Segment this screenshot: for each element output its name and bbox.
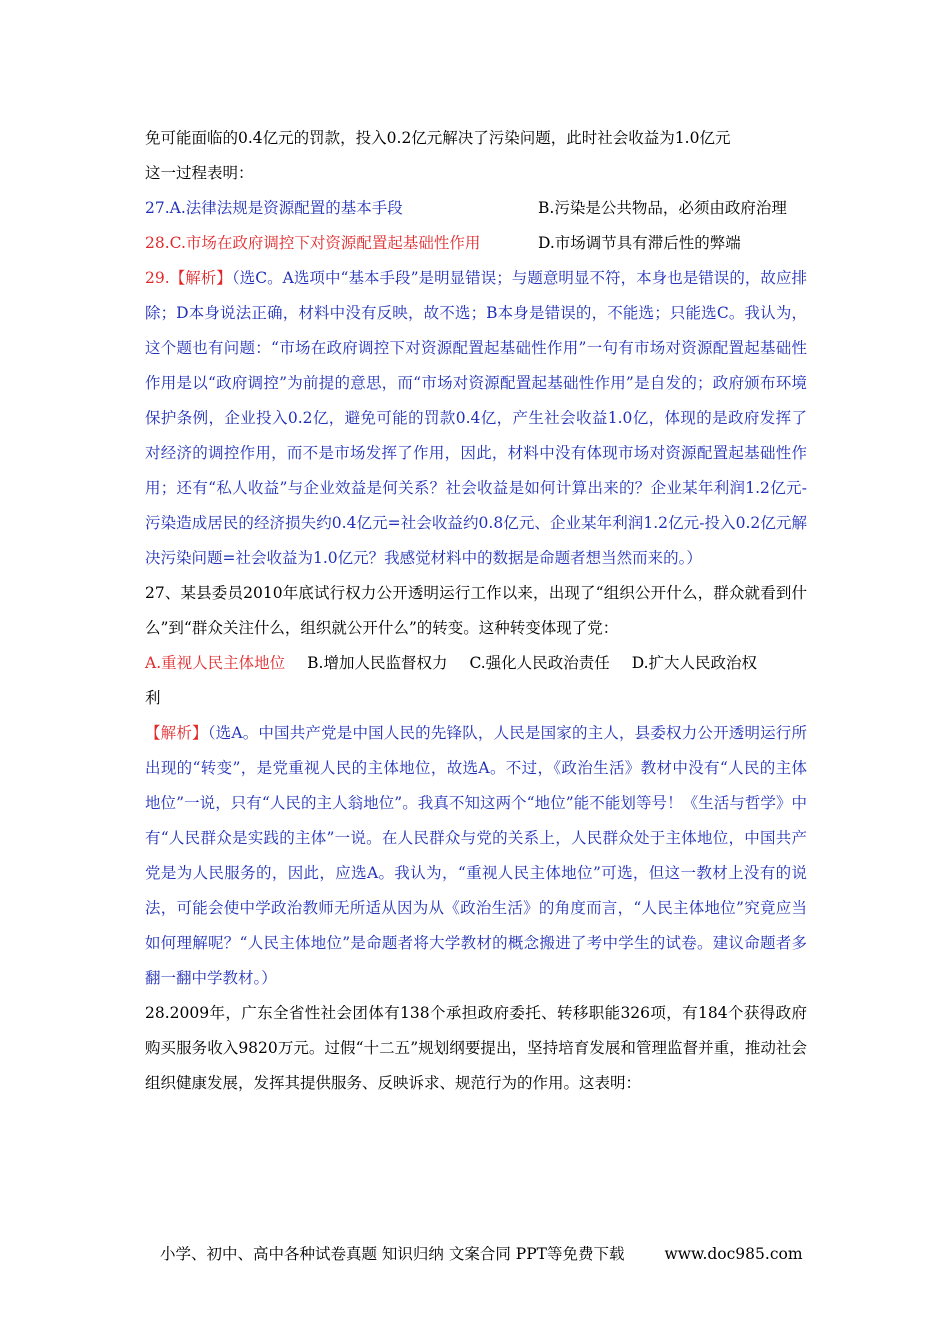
q27-analysis-label: 29.【解析】 [145,269,232,287]
q28-option-b: B.增加人民监督权力 [307,654,448,672]
page-footer [160,1242,803,1264]
q28-option-d: D.扩大人民政治权 [631,654,758,672]
document-body [145,121,807,1101]
q27-option-b: B.污染是公共物品，必须由政府治理 [538,199,787,217]
q28-analysis [145,716,807,996]
q28-option-a-answer: A.重视人民主体地位 [145,654,286,672]
q28-option-c: C.强化人民政治责任 [469,654,610,672]
intro-line-2: 这一过程表明： [145,164,254,182]
q28-option-d-tail: 利 [145,689,161,707]
q29-stem: 28.2009年，广东全省性社会团体有138个承担政府委托、转移职能326项，有184个获得政府购买服务收入9820万元。过假“十二五”规划纲要提出，坚持培育发展和管理监督并重，推动社会组织健康发展，发挥其提供服务、反映诉求、规范行为的作用。这表明： [145,1004,807,1092]
q28-stem: 27、某县委员2010年底试行权力公开透明运行工作以来，出现了“组织公开什么，群众就看到什么”到“群众关注什么，组织就公开什么”的转变。这种转变体现了党： [145,584,807,637]
q27-analysis [145,261,807,576]
q28-analysis-label: 【解析】 [145,724,208,742]
q28-options [145,646,807,681]
q27-analysis-text: （选C。A选项中“基本手段”是明显错误；与题意明显不符，本身也是错误的，故应排除；D本身说法正确，材料中没有反映，故不选；B本身是错误的，不能选；只能选C。我认为，这个题也有问题：“市场在政府调控下对资源配置起基础性作用”一句有市场对资源配置起基础性作用是以“政府调控”为前提的意思，而“市场对资源配置起基础性作用”是自发的；政府颁布环境保护条例，企业投入0.2亿，避免可能的罚款0.4亿，产生社会收益1.0亿，体现的是政府发挥了对经济的调控作用，而不是市场发挥了作用，因此，材料中没有体现市场对资源配置起基础性作用；还有“私人收益”与企业效益是何关系？社会收益是如何计算出来的？企业某年利润1.2亿元-污染造成居民的经济损失约0.4亿元=社会收益约0.8亿元、企业某年利润1.2亿元-投入0.2亿元解决污染问题=社会收益为1.0亿元？我感觉材料中的数据是命题者想当然而来的。） [145,269,808,567]
q27-options-row-1 [145,191,807,226]
q27-option-a: 27.A.法律法规是资源配置的基本手段 [145,199,403,217]
intro-line-1: 免可能面临的0.4亿元的罚款，投入0.2亿元解决了污染问题，此时社会收益为1.0亿元 [145,129,731,147]
footer-site-link[interactable]: www.doc985.com [664,1245,803,1263]
q27-option-d: D.市场调节具有滞后性的弊端 [538,234,741,252]
footer-text: 小学、初中、高中各种试卷真题 知识归纳 文案合同 PPT等免费下载 [160,1245,625,1263]
q27-options-row-2 [145,226,807,261]
q27-option-c-answer: 28.C.市场在政府调控下对资源配置起基础性作用 [145,234,481,252]
q28-analysis-text: （选A。中国共产党是中国人民的先锋队，人民是国家的主人，县委权力公开透明运行所出现的“转变”，是党重视人民的主体地位，故选A。不过，《政治生活》教材中没有“人民的主体地位”一说，只有“人民的主人翁地位”。我真不知这两个“地位”能不能划等号！《生活与哲学》中有“人民群众是实践的主体”一说。在人民群众与党的关系上，人民群众处于主体地位，中国共产党是为人民服务的，因此，应选A。我认为，“重视人民主体地位”可选，但这一教材上没有的说法，可能会使中学政治教师无所适从因为从《政治生活》的角度而言，“人民主体地位”究竟应当如何理解呢？“人民主体地位”是命题者将大学教材的概念搬进了考中学生的试卷。建议命题者多翻一翻中学教材。） [145,724,807,987]
